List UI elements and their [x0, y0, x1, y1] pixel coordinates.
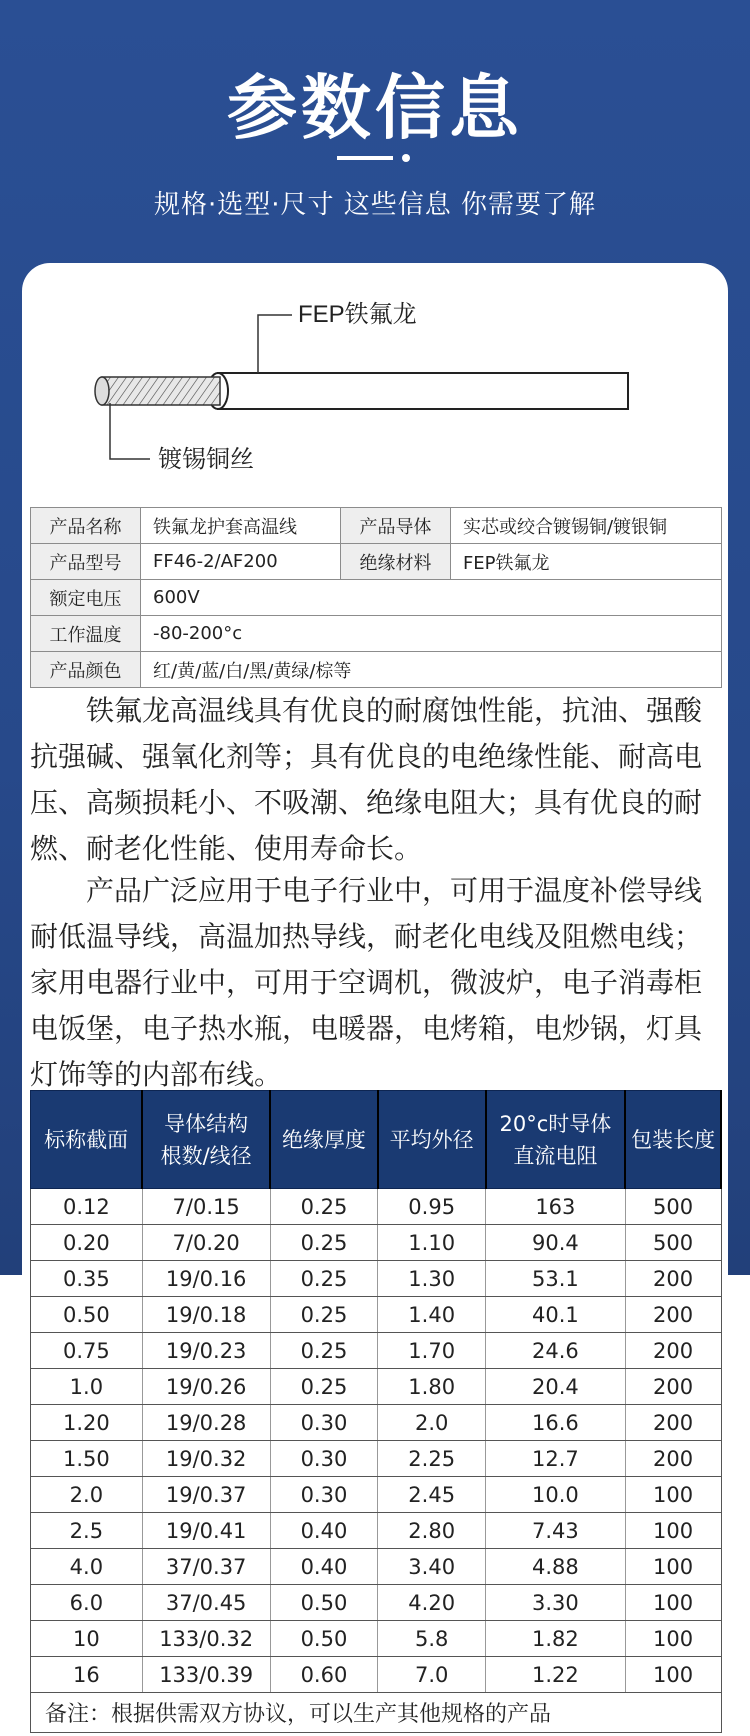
table-cell: 1.82	[486, 1621, 626, 1657]
table-cell: 200	[625, 1369, 721, 1405]
table-row	[31, 1261, 722, 1297]
table-cell: 0.25	[270, 1261, 378, 1297]
insulation-label: FEP铁氟龙	[298, 301, 417, 328]
table-cell: 19/0.32	[142, 1441, 270, 1477]
table-row	[31, 1513, 722, 1549]
header-text: 直流电阻	[513, 1143, 598, 1168]
table-cell: 100	[625, 1585, 721, 1621]
table-cell: 500	[625, 1225, 721, 1261]
table-cell: 0.50	[270, 1621, 378, 1657]
table-cell: 2.0	[378, 1405, 486, 1441]
table-cell: 6.0	[31, 1585, 143, 1621]
table-cell: 500	[625, 1189, 721, 1225]
insulation-jacket	[218, 373, 628, 409]
table-header-cell	[378, 1091, 486, 1189]
spec-value: 铁氟龙护套高温线	[141, 508, 341, 544]
table-cell: 0.25	[270, 1369, 378, 1405]
description-paragraph-2: 产品广泛应用于电子行业中，可用于温度补偿导线耐低温导线，高温加热导线，耐老化电线及阻燃电线；家用电器行业中，可用于空调机，微波炉，电子消毒柜电饭堡，电子热水瓶，电暖器，电烤箱，电炒锅，灯具灯饰等的内部布线。	[30, 874, 703, 1091]
table-cell: 0.30	[270, 1405, 378, 1441]
table-cell: 0.60	[270, 1657, 378, 1693]
table-row	[31, 1657, 722, 1693]
table-cell: 0.35	[31, 1261, 143, 1297]
table-cell: 3.40	[378, 1549, 486, 1585]
table-cell: 37/0.37	[142, 1549, 270, 1585]
table-cell: 19/0.41	[142, 1513, 270, 1549]
table-cell: 0.30	[270, 1477, 378, 1513]
table-cell: 19/0.37	[142, 1477, 270, 1513]
table-cell: 100	[625, 1549, 721, 1585]
table-cell: 3.30	[486, 1585, 626, 1621]
spec-table	[30, 507, 722, 688]
table-header-cell	[142, 1091, 270, 1189]
spec-row	[31, 652, 722, 688]
conductor-end	[95, 377, 109, 405]
table-cell: 0.40	[270, 1549, 378, 1585]
table-row	[31, 1621, 722, 1657]
table-cell: 7/0.15	[142, 1189, 270, 1225]
spec-key: 产品导体	[340, 508, 450, 544]
table-cell: 0.25	[270, 1297, 378, 1333]
table-cell: 200	[625, 1261, 721, 1297]
table-cell: 2.5	[31, 1513, 143, 1549]
spec-value: -80-200°c	[141, 616, 722, 652]
table-cell: 53.1	[486, 1261, 626, 1297]
table-cell: 133/0.32	[142, 1621, 270, 1657]
table-cell: 2.0	[31, 1477, 143, 1513]
table-cell: 100	[625, 1657, 721, 1693]
table-cell: 37/0.45	[142, 1585, 270, 1621]
spec-value: FF46-2/AF200	[141, 544, 341, 580]
table-cell: 16.6	[486, 1405, 626, 1441]
table-cell: 100	[625, 1621, 721, 1657]
spec-row	[31, 616, 722, 652]
table-cell: 1.20	[31, 1405, 143, 1441]
table-cell: 200	[625, 1333, 721, 1369]
table-cell: 20.4	[486, 1369, 626, 1405]
table-cell: 0.75	[31, 1333, 143, 1369]
parameter-table	[30, 1090, 722, 1733]
table-row	[31, 1405, 722, 1441]
conductor-strands	[102, 377, 220, 405]
table-cell: 1.30	[378, 1261, 486, 1297]
table-cell: 0.25	[270, 1189, 378, 1225]
table-row	[31, 1333, 722, 1369]
table-cell: 0.50	[31, 1297, 143, 1333]
table-cell: 1.80	[378, 1369, 486, 1405]
table-cell: 16	[31, 1657, 143, 1693]
table-cell: 0.95	[378, 1189, 486, 1225]
table-row	[31, 1585, 722, 1621]
header-text: 平均外径	[389, 1127, 474, 1152]
table-cell: 0.40	[270, 1513, 378, 1549]
table-cell: 100	[625, 1477, 721, 1513]
table-cell: 0.25	[270, 1333, 378, 1369]
table-cell: 0.30	[270, 1441, 378, 1477]
spec-key: 额定电压	[31, 580, 141, 616]
page-subtitle: 规格·选型·尺寸 这些信息 你需要了解	[153, 190, 597, 220]
spec-row	[31, 580, 722, 616]
table-cell: 1.22	[486, 1657, 626, 1693]
table-header-cell	[486, 1091, 626, 1189]
header-text: 导体结构	[164, 1111, 249, 1136]
table-cell: 12.7	[486, 1441, 626, 1477]
spec-value: 实芯或绞合镀锡铜/镀银铜	[450, 508, 721, 544]
table-cell: 4.88	[486, 1549, 626, 1585]
table-cell: 90.4	[486, 1225, 626, 1261]
table-header-row	[31, 1091, 722, 1189]
header-text: 标称截面	[44, 1127, 129, 1152]
table-cell: 7.43	[486, 1513, 626, 1549]
table-cell: 0.20	[31, 1225, 143, 1261]
table-cell: 0.12	[31, 1189, 143, 1225]
table-note-row	[31, 1693, 722, 1733]
page-title: 参数信息	[227, 67, 523, 149]
table-cell: 10.0	[486, 1477, 626, 1513]
spec-value: 红/黄/蓝/白/黑/黄绿/棕等	[141, 652, 722, 688]
table-header-cell	[270, 1091, 378, 1189]
table-cell: 0.50	[270, 1585, 378, 1621]
table-cell: 163	[486, 1189, 626, 1225]
table-header-cell	[625, 1091, 721, 1189]
table-cell: 19/0.28	[142, 1405, 270, 1441]
table-cell: 133/0.39	[142, 1657, 270, 1693]
table-row	[31, 1369, 722, 1405]
table-row	[31, 1189, 722, 1225]
table-row	[31, 1225, 722, 1261]
table-cell: 1.10	[378, 1225, 486, 1261]
header-text: 20°c时导体	[499, 1111, 612, 1136]
title-underline	[337, 156, 393, 160]
spec-key: 产品名称	[31, 508, 141, 544]
table-cell: 0.25	[270, 1225, 378, 1261]
header-text: 绝缘厚度	[281, 1127, 366, 1152]
table-cell: 7.0	[378, 1657, 486, 1693]
table-cell: 19/0.23	[142, 1333, 270, 1369]
spec-key: 绝缘材料	[340, 544, 450, 580]
conductor-callout-line	[110, 403, 150, 459]
header-text: 包装长度	[631, 1127, 716, 1152]
table-cell: 19/0.18	[142, 1297, 270, 1333]
spec-key: 产品型号	[31, 544, 141, 580]
table-cell: 19/0.26	[142, 1369, 270, 1405]
table-cell: 1.70	[378, 1333, 486, 1369]
table-row	[31, 1549, 722, 1585]
table-cell: 1.40	[378, 1297, 486, 1333]
table-row	[31, 1441, 722, 1477]
spec-row	[31, 508, 722, 544]
table-cell: 200	[625, 1405, 721, 1441]
table-cell: 200	[625, 1297, 721, 1333]
table-cell: 2.25	[378, 1441, 486, 1477]
spec-key: 工作温度	[31, 616, 141, 652]
table-cell: 2.80	[378, 1513, 486, 1549]
conductor-label: 镀锡铜丝	[158, 446, 254, 473]
spec-row	[31, 544, 722, 580]
table-cell: 2.45	[378, 1477, 486, 1513]
title-dot	[402, 154, 410, 162]
table-row	[31, 1297, 722, 1333]
spec-key: 产品颜色	[31, 652, 141, 688]
cable-diagram	[22, 263, 728, 493]
spec-value: 600V	[141, 580, 722, 616]
table-cell: 7/0.20	[142, 1225, 270, 1261]
spec-value: FEP铁氟龙	[450, 544, 721, 580]
table-cell: 40.1	[486, 1297, 626, 1333]
header-text: 根数/线径	[160, 1143, 252, 1168]
table-cell: 4.0	[31, 1549, 143, 1585]
table-cell: 1.0	[31, 1369, 143, 1405]
table-cell: 1.50	[31, 1441, 143, 1477]
table-cell: 10	[31, 1621, 143, 1657]
table-header-cell	[31, 1091, 143, 1189]
table-cell: 24.6	[486, 1333, 626, 1369]
table-cell: 4.20	[378, 1585, 486, 1621]
table-row	[31, 1477, 722, 1513]
table-cell: 200	[625, 1441, 721, 1477]
table-cell: 19/0.16	[142, 1261, 270, 1297]
insulation-callout-line	[258, 315, 292, 373]
table-note: 备注：根据供需双方协议，可以生产其他规格的产品	[31, 1693, 722, 1733]
table-cell: 5.8	[378, 1621, 486, 1657]
description-paragraph-1: 铁氟龙高温线具有优良的耐腐蚀性能，抗油、强酸抗强碱、强氧化剂等；具有优良的电绝缘性能、耐高电压、高频损耗小、不吸潮、绝缘电阻大；具有优良的耐燃、耐老化性能、使用寿命长。	[30, 694, 703, 865]
table-cell: 100	[625, 1513, 721, 1549]
